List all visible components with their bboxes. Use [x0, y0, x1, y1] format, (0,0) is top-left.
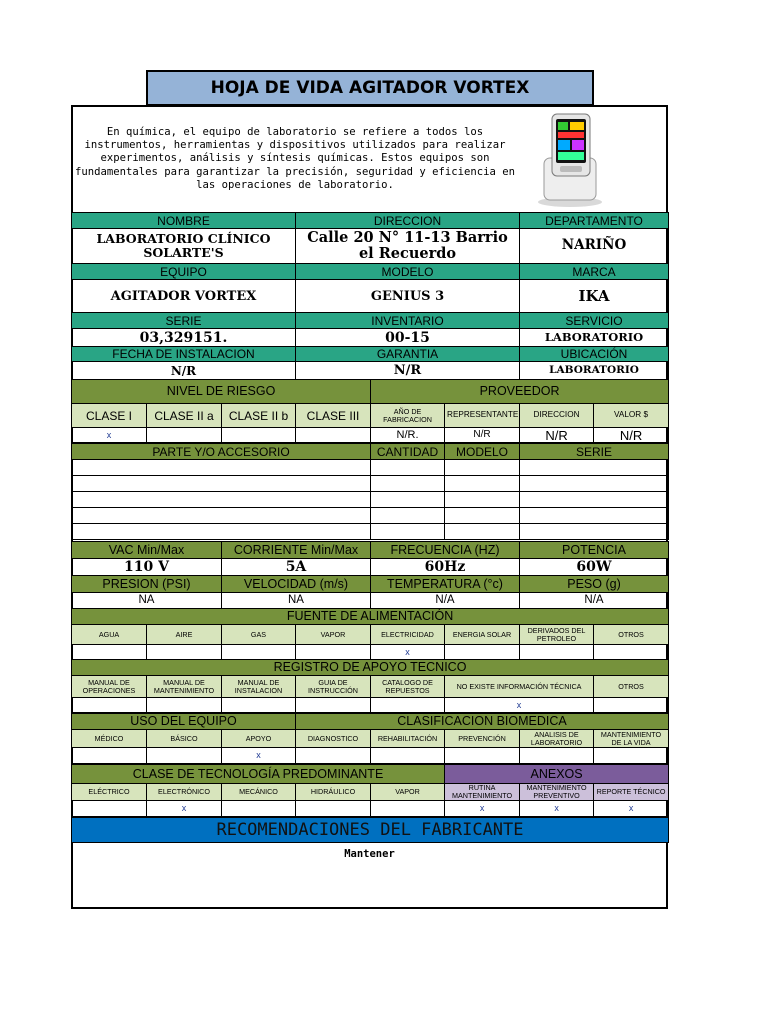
header-serie-parte: SERIE	[520, 444, 669, 460]
fuente-electricidad: ELECTRICIDAD	[371, 625, 445, 645]
apoyo-no-existe-info: NO EXISTE INFORMACIÓN TÉCNICA	[445, 676, 594, 698]
tec-electronico: ELECTRÓNICO	[147, 784, 222, 801]
bio-mark	[296, 748, 371, 764]
direccion-value: Calle 20 N° 11-13 Barrio el Recuerdo	[296, 229, 520, 264]
header-proveedor: PROVEEDOR	[371, 380, 669, 404]
apoyo-mark	[296, 698, 371, 713]
header-registro-apoyo: REGISTRO DE APOYO TECNICO	[72, 660, 669, 676]
fuente-vapor: VAPOR	[296, 625, 371, 645]
clase-i: CLASE I	[72, 404, 147, 428]
apoyo-catalogo-repuestos: CATALOGO DE REPUESTOS	[371, 676, 445, 698]
anexo-mark: x	[520, 801, 594, 817]
header-valor: VALOR $	[594, 404, 669, 428]
tec-vapor: VAPOR	[371, 784, 445, 801]
header-corriente: CORRIENTE Min/Max	[222, 542, 371, 559]
modelo-value: GENIUS 3	[296, 280, 520, 313]
valor-value: N/R	[594, 428, 669, 443]
riesgo-proveedor-table	[71, 379, 669, 443]
header-servicio: SERVICIO	[520, 313, 669, 329]
table-row	[72, 492, 669, 508]
header-marca: MARCA	[520, 264, 669, 280]
representante-value: N/R	[445, 428, 520, 443]
bio-prevencion: PREVENCIÓN	[445, 730, 520, 748]
bio-diagnostico: DIAGNOSTICO	[296, 730, 371, 748]
apoyo-mark	[72, 698, 147, 713]
presion-value: NA	[72, 593, 222, 609]
clase-iia: CLASE II a	[147, 404, 222, 428]
header-velocidad: VELOCIDAD (m/s)	[222, 576, 371, 593]
electrico-table	[71, 541, 669, 609]
tec-mark	[222, 801, 296, 817]
table-row	[72, 476, 669, 492]
header-nivel-riesgo: NIVEL DE RIESGO	[72, 380, 371, 404]
header-representante: REPRESENTANTE	[445, 404, 520, 428]
tec-hidraulico: HIDRÁULICO	[296, 784, 371, 801]
header-garantia: GARANTIA	[296, 347, 520, 362]
vac-value: 110 V	[72, 559, 222, 576]
apoyo-manual-operaciones: MANUAL DE OPERACIONES	[72, 676, 147, 698]
direccion-proveedor-value: N/R	[520, 428, 594, 443]
anexo-mark: x	[445, 801, 520, 817]
header-fecha-instalacion: FECHA DE INSTALACION	[72, 347, 296, 362]
clase-i-mark: x	[72, 428, 147, 443]
bio-mark	[520, 748, 594, 764]
tec-electrico: ELÉCTRICO	[72, 784, 147, 801]
apoyo-mark	[222, 698, 296, 713]
equipo-value: AGITADOR VORTEX	[72, 280, 296, 313]
header-parte-accesorio: PARTE Y/O ACCESORIO	[72, 444, 371, 460]
bio-analisis-laboratorio: ANALISIS DE LABORATORIO	[520, 730, 594, 748]
anexo-mantenimiento-preventivo: MANTENIMIENTO PREVENTIVO	[520, 784, 594, 801]
fecha-value: N/R	[72, 362, 296, 380]
ubicacion-value: LABORATORIO	[520, 362, 669, 380]
fuente-agua: AGUA	[72, 625, 147, 645]
header-cantidad: CANTIDAD	[371, 444, 445, 460]
header-uso-equipo: USO DEL EQUIPO	[72, 714, 296, 730]
fuente-energia-solar: ENERGIA SOLAR	[445, 625, 520, 645]
uso-mark: x	[222, 748, 296, 764]
header-inventario: INVENTARIO	[296, 313, 520, 329]
page-title: HOJA DE VIDA AGITADOR VORTEX	[146, 70, 594, 106]
nombre-value: LABORATORIO CLÍNICO SOLARTE'S	[72, 229, 296, 264]
header-serie: SERIE	[72, 313, 296, 329]
fuente-mark	[445, 645, 520, 660]
bio-mark	[445, 748, 520, 764]
clase-iii-mark	[296, 428, 371, 443]
frecuencia-value: 60Hz	[371, 559, 520, 576]
serie-value: 03,329151.	[72, 329, 296, 347]
header-equipo: EQUIPO	[72, 264, 296, 280]
bio-mark	[371, 748, 445, 764]
tec-mark	[296, 801, 371, 817]
bio-rehabilitacion: REHABILITACIÓN	[371, 730, 445, 748]
table-row	[72, 460, 669, 476]
ano-fabricacion-value: N/R.	[371, 428, 445, 443]
garantia-value: N/R	[296, 362, 520, 380]
clase-iib-mark	[222, 428, 296, 443]
apoyo-manual-mantenimiento: MANUAL DE MANTENIMIENTO	[147, 676, 222, 698]
header-presion: PRESION (PSI)	[72, 576, 222, 593]
header-anexos: ANEXOS	[445, 765, 669, 784]
apoyo-table	[71, 659, 669, 713]
velocidad-value: NA	[222, 593, 371, 609]
clase-iia-mark	[147, 428, 222, 443]
inventario-value: 00-15	[296, 329, 520, 347]
header-peso: PESO (g)	[520, 576, 669, 593]
clase-iii: CLASE III	[296, 404, 371, 428]
servicio-value: LABORATORIO	[520, 329, 669, 347]
header-potencia: POTENCIA	[520, 542, 669, 559]
uso-mark	[147, 748, 222, 764]
fuente-mark	[594, 645, 669, 660]
header-temperatura: TEMPERATURA (°c)	[371, 576, 520, 593]
fuente-mark	[520, 645, 594, 660]
header-direccion-proveedor: DIRECCION	[520, 404, 594, 428]
temperatura-value: N/A	[371, 593, 520, 609]
uso-biomedica-table	[71, 713, 669, 764]
header-direccion: DIRECCION	[296, 213, 520, 229]
recomendaciones-table	[71, 817, 669, 843]
header-ano-fabricacion: AÑO DE FABRICACION	[371, 404, 445, 428]
intro-text: En química, el equipo de laboratorio se refiere a todos los instrumentos, herramientas y dispositivos utilizados para realizar experimentos, análisis y síntesis químicas. Estos equipos son fundamentales para garantizar la precisión, seguridad y eficiencia en las operaciones de laboratorio.	[74, 125, 516, 191]
fuente-mark: x	[371, 645, 445, 660]
fuente-gas: GAS	[222, 625, 296, 645]
header-fuente-alimentacion: FUENTE DE ALIMENTACIÓN	[72, 609, 669, 625]
recomendaciones-text: Mantener	[344, 848, 395, 860]
tec-mark	[371, 801, 445, 817]
apoyo-mark: x	[445, 698, 594, 713]
departamento-value: NARIÑO	[520, 229, 669, 264]
apoyo-manual-instalacion: MANUAL DE INSTALACION	[222, 676, 296, 698]
partes-table	[71, 443, 669, 540]
tecnologia-anexos-table	[71, 764, 669, 817]
table-row	[72, 524, 669, 540]
general-info-table	[71, 212, 669, 380]
header-nombre: NOMBRE	[72, 213, 296, 229]
fuente-mark	[222, 645, 296, 660]
fuente-derivados-petroleo: DERIVADOS DEL PETROLEO	[520, 625, 594, 645]
device-image	[530, 110, 610, 210]
tec-mark: x	[147, 801, 222, 817]
header-frecuencia: FRECUENCIA (HZ)	[371, 542, 520, 559]
header-vac: VAC Min/Max	[72, 542, 222, 559]
header-clasificacion-biomedica: CLASIFICACION BIOMEDICA	[296, 714, 669, 730]
fuente-table	[71, 608, 669, 660]
apoyo-guia-instruccion: GUIA DE INSTRUCCIÓN	[296, 676, 371, 698]
fuente-otros: OTROS	[594, 625, 669, 645]
fuente-mark	[296, 645, 371, 660]
uso-apoyo: APOYO	[222, 730, 296, 748]
header-tecnologia: CLASE DE TECNOLOGÍA PREDOMINANTE	[72, 765, 445, 784]
apoyo-mark	[594, 698, 669, 713]
header-modelo: MODELO	[296, 264, 520, 280]
vortex-device-icon	[530, 110, 610, 210]
header-departamento: DEPARTAMENTO	[520, 213, 669, 229]
header-ubicacion: UBICACIÓN	[520, 347, 669, 362]
peso-value: N/A	[520, 593, 669, 609]
apoyo-mark	[371, 698, 445, 713]
fuente-mark	[147, 645, 222, 660]
uso-mark	[72, 748, 147, 764]
potencia-value: 60W	[520, 559, 669, 576]
apoyo-otros: OTROS	[594, 676, 669, 698]
uso-medico: MÉDICO	[72, 730, 147, 748]
anexo-mark: x	[594, 801, 669, 817]
corriente-value: 5A	[222, 559, 371, 576]
apoyo-mark	[147, 698, 222, 713]
anexo-rutina: RUTINA MANTENIMIENTO	[445, 784, 520, 801]
tec-mark	[72, 801, 147, 817]
anexo-reporte-tecnico: REPORTE TÉCNICO	[594, 784, 669, 801]
fuente-aire: AIRE	[147, 625, 222, 645]
header-modelo-parte: MODELO	[445, 444, 520, 460]
uso-basico: BÁSICO	[147, 730, 222, 748]
tec-mecanico: MECÁNICO	[222, 784, 296, 801]
clase-iib: CLASE II b	[222, 404, 296, 428]
bio-mantenimiento-vida: MANTENIMIENTO DE LA VIDA	[594, 730, 669, 748]
table-row	[72, 508, 669, 524]
fuente-mark	[72, 645, 147, 660]
marca-value: IKA	[520, 280, 669, 313]
header-recomendaciones: RECOMENDACIONES DEL FABRICANTE	[72, 818, 669, 843]
bio-mark	[594, 748, 669, 764]
